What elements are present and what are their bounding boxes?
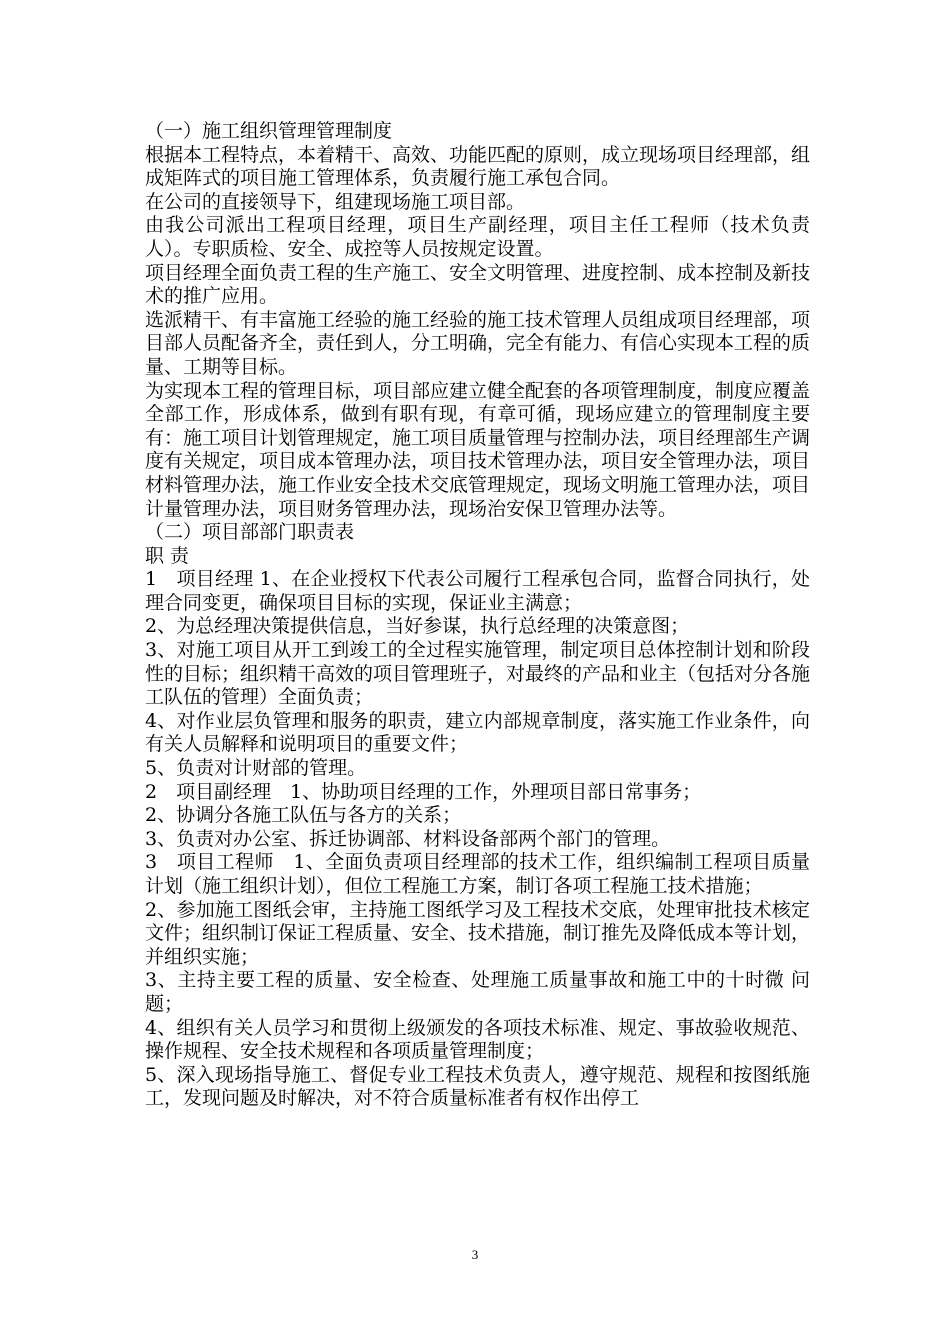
table-header-duties: 职 责 — [145, 544, 190, 567]
paragraph: 根据本工程特点，本着精干、高效、功能匹配的原则，成立现场项目经理部，组成矩阵式的项目施工管理体系，负责履行施工承包合同。 — [145, 143, 811, 190]
paragraph: 3、负责对办公室、拆迁协调部、材料设备部两个部门的管理。 — [145, 827, 671, 850]
paragraph: 3 项目工程师 1、全面负责项目经理部的技术工作，组织编制工程项目质量计划（施工组织计划），但位工程施工方案，制订各项工程施工技术措施； — [145, 851, 810, 897]
paragraph: 1 项目经理 1、在企业授权下代表公司履行工程承包合同，监督合同执行，处理合同变更，确保项目目标的实现，保证业主满意； — [145, 568, 810, 614]
paragraph: 3、主持主要工程的质量、安全检查、处理施工质量事故和施工中的十时微 问题； — [145, 969, 810, 1015]
document-body — [145, 120, 810, 1111]
paragraph: 为实现本工程的管理目标，项目部应建立健全配套的各项管理制度，制度应覆盖全部工作，形成体系，做到有职有现，有章可循，现场应建立的管理制度主要有：施工项目计划管理规定，施工项目质量管理与控制办法，项目经理部生产调度有关规定，项目成本管理办法，项目技术管理办法，项目安全管理办法，项目材料管理办法，施工作业安全技术交底管理规定，现场文明施工管理办法，项目计量管理办法，项目财务管理办法，现场治安保卫管理办法等。 — [145, 379, 811, 520]
page-number: 3 — [471, 1247, 479, 1262]
section-heading-2: （二）项目部部门职责表 — [145, 521, 355, 544]
paragraph: 2、为总经理决策提供信息，当好参谋，执行总经理的决策意图； — [145, 615, 690, 638]
section-heading-1: （一）施工组织管理管理制度 — [145, 120, 393, 142]
paragraph: 2、参加施工图纸会审，主持施工图纸学习及工程技术交底，处理审批技术核定文件；组织制订保证工程质量、安全、技术措施，制订推先及降低成本等计划，并组织实施； — [145, 898, 811, 968]
paragraph: 选派精干、有丰富施工经验的施工经验的施工技术管理人员组成项目经理部，项目部人员配备齐全，责任到人，分工明确，完全有能力、有信心实现本工程的质量、工期等目标。 — [145, 308, 811, 378]
paragraph: 4、组织有关人员学习和贯彻上级颁发的各项技术标准、规定、事故验收规范、操作规程、安全技术规程和各项质量管理制度； — [145, 1016, 810, 1063]
paragraph: 项目经理全面负责工程的生产施工、安全文明管理、进度控制、成本控制及新技术的推广应用。 — [145, 261, 811, 308]
paragraph: 5、负责对计财部的管理。 — [145, 757, 367, 780]
paragraph: 2 项目副经理 1、协助项目经理的工作，外理项目部日常事务； — [145, 780, 702, 803]
paragraph: 在公司的直接领导下，组建现场施工项目部。 — [145, 190, 526, 213]
paragraph: 由我公司派出工程项目经理，项目生产副经理，项目主任工程师（技术负责人）。专职质检、安全、成控等人员按规定设置。 — [145, 214, 810, 260]
paragraph: 2、协调分各施工队伍与各方的关系； — [145, 804, 462, 827]
paragraph: 3、对施工项目从开工到竣工的全过程实施管理，制定项目总体控制计划和阶段性的目标；组织精干高效的项目管理班子，对最终的产品和业主（包括对分各施工队伍的管理）全面负责； — [145, 639, 811, 709]
paragraph: 4、对作业层负管理和服务的职责，建立内部规章制度，落实施工作业条件，向有关人员解释和说明项目的重要文件； — [145, 709, 810, 756]
paragraph: 5、深入现场指导施工、督促专业工程技术负责人，遵守规范、规程和按图纸施工，发现问题及时解决，对不符合质量标准者有权作出停工 — [145, 1063, 810, 1110]
